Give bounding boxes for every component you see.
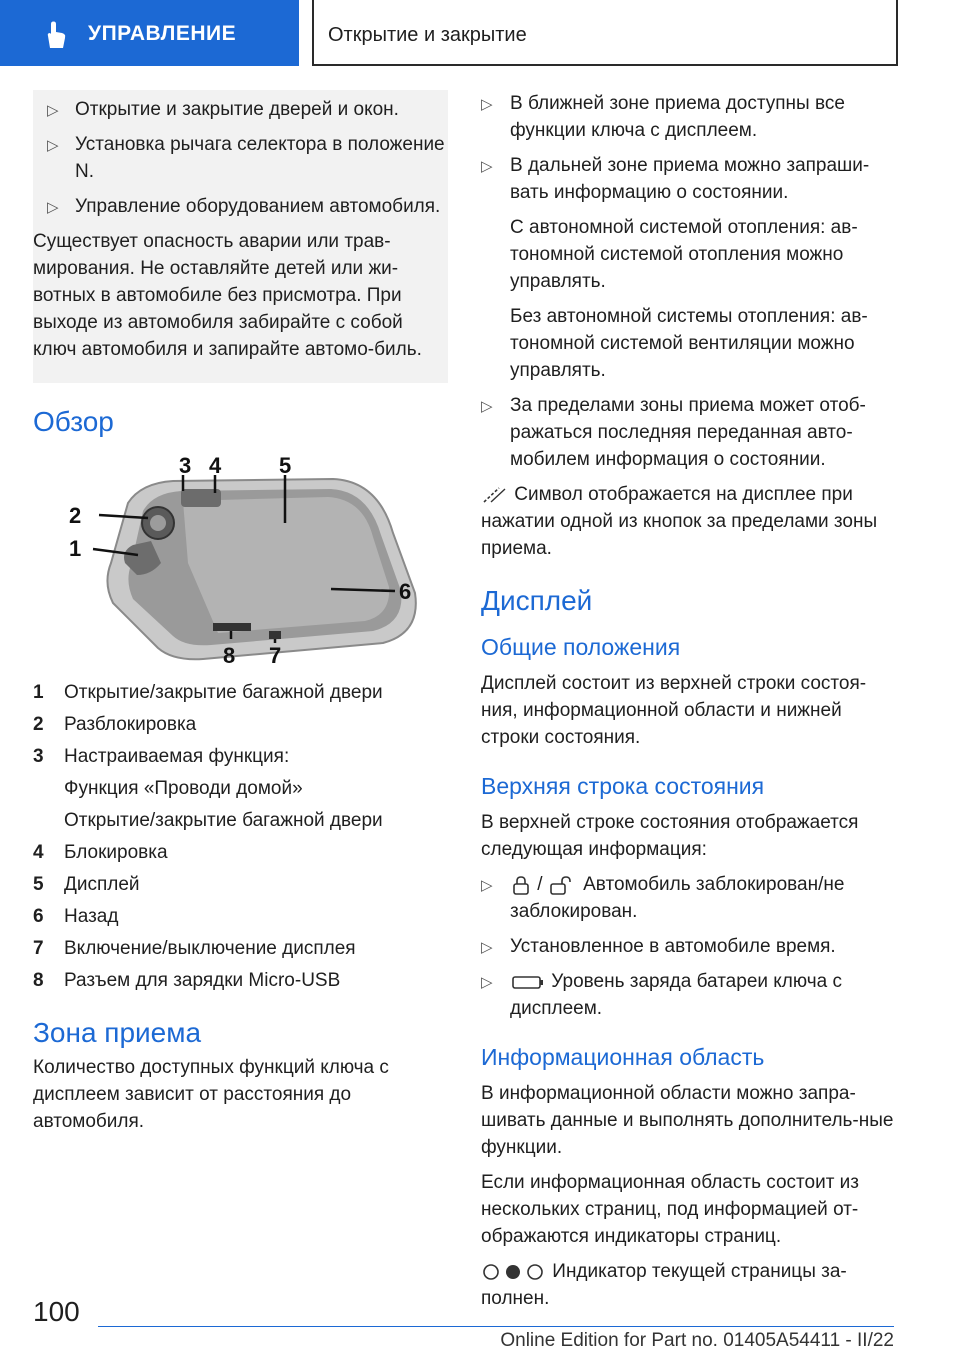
info-area-text: Если информационная область состоит из нескольких страниц, под информацией от-ображаются индикаторы страниц. xyxy=(481,1172,860,1247)
lock-closed-icon xyxy=(510,874,532,896)
key-figure xyxy=(33,453,443,671)
out-of-range-icon xyxy=(481,485,509,505)
page-number: 100 xyxy=(33,1296,80,1327)
legend-item: 2 Разблокировка xyxy=(33,714,197,735)
callout-8: 8 xyxy=(223,643,236,668)
hand-touch-icon xyxy=(38,18,72,52)
callout-2: 2 xyxy=(69,503,82,528)
bullet-triangle-icon: ▷ xyxy=(47,199,59,216)
legend-item: 7 Включение/выключение дисплея xyxy=(33,938,356,959)
bullet-triangle-icon: ▷ xyxy=(47,137,59,154)
bullet-triangle-icon: ▷ xyxy=(481,974,493,991)
chapter-header xyxy=(312,0,898,66)
info-area-heading: Информационная область xyxy=(481,1044,765,1070)
legend-item: 8 Разъем для зарядки Micro-USB xyxy=(33,970,341,991)
chapter-title: Открытие и закрытие xyxy=(328,24,527,46)
reception-zone-heading: Зона приема xyxy=(33,1017,202,1048)
callout-7: 7 xyxy=(269,643,282,668)
legend-item: 6 Назад xyxy=(33,906,119,927)
bullet-triangle-icon: ▷ xyxy=(47,102,59,119)
legend-item: 5 Дисплей xyxy=(33,874,140,895)
legend-item: 3 Настраиваемая функция: xyxy=(33,746,290,767)
status-bar-text: В верхней строке состояния отображается следующая информация: xyxy=(481,812,859,860)
section-tab[interactable] xyxy=(0,0,299,66)
warning-text: Существует опасность аварии или трав-мирования. Не оставляйте детей или жи-вотных в автомобиле без присмотра. При выходе из автомобиля забирайте с собой ключ автомобиля и запирайте автомо-биль. xyxy=(33,231,422,360)
status-bullet: ▷ / Автомобиль заблокирован/не заблокирован. xyxy=(481,874,845,922)
warning-bullet: ▷ Открытие и закрытие дверей и окон. xyxy=(33,96,448,123)
general-text: Дисплей состоит из верхней строки состоя-ния, информационной области и нижней строки состояния. xyxy=(481,673,867,748)
callout-4: 4 xyxy=(209,453,222,478)
bullet-triangle-icon: ▷ xyxy=(481,96,493,113)
general-heading: Общие положения xyxy=(481,634,681,660)
legend-item: 1 Открытие/закрытие багажной двери xyxy=(33,682,383,703)
page-indicator-note: Индикатор текущей страницы за-полнен. xyxy=(481,1261,847,1309)
legend-subitem: Функция «Проводи домой» xyxy=(64,778,303,799)
legend-subitem: Открытие/закрытие багажной двери xyxy=(64,810,383,831)
warning-bullet: ▷ Управление оборудованием автомобиля. xyxy=(33,193,448,220)
bullet-triangle-icon: ▷ xyxy=(481,158,493,175)
display-heading: Дисплей xyxy=(481,585,593,616)
bullet-triangle-icon: ▷ xyxy=(481,877,493,894)
callout-1: 1 xyxy=(69,536,82,561)
zone-subtext: Без автономной системы отопления: ав-тономной системой вентиляции можно управлять. xyxy=(510,306,868,381)
warning-box xyxy=(33,90,448,383)
footer-rule xyxy=(98,1326,894,1327)
figure-legend xyxy=(33,679,448,994)
reception-zone-text: Количество доступных функций ключа с дисплеем зависит от расстояния до автомобиля. xyxy=(33,1057,389,1132)
zone-subtext: С автономной системой отопления: ав-тономной системой отопления можно управлять. xyxy=(510,217,858,292)
left-column xyxy=(33,90,448,1143)
battery-icon xyxy=(510,973,546,991)
callout-6: 6 xyxy=(399,579,412,604)
callout-5: 5 xyxy=(279,453,292,478)
symbol-note: Символ отображается на дисплее при нажатии одной из кнопок за пределами зоны приема. xyxy=(481,484,878,559)
status-bullet: ▷ Установленное в автомобиле время. xyxy=(481,933,901,960)
info-area-text: В информационной области можно запра-шивать данные и выполнять дополнитель-ные функции. xyxy=(481,1083,894,1158)
zone-bullet: ▷ В ближней зоне приема доступны все функции ключа с дисплеем. xyxy=(481,93,845,141)
status-bar-heading: Верхняя строка состояния xyxy=(481,773,765,799)
lock-open-icon xyxy=(548,874,578,896)
display-key-illustration xyxy=(33,453,443,671)
callout-3: 3 xyxy=(179,453,192,478)
section-tab-label: УПРАВЛЕНИЕ xyxy=(88,22,237,45)
page-indicator-icon xyxy=(481,1262,547,1282)
right-column xyxy=(481,90,901,1320)
zone-bullet: ▷ В дальней зоне приема можно запраши-вать информацию о состоянии. xyxy=(481,155,870,203)
overview-heading: Обзор xyxy=(33,406,114,437)
bullet-triangle-icon: ▷ xyxy=(481,939,493,956)
legend-item: 4 Блокировка xyxy=(33,842,168,863)
bullet-triangle-icon: ▷ xyxy=(481,398,493,415)
zone-bullet: ▷ За пределами зоны приема может отоб-ражаться последняя переданная авто-мобилем информация о состоянии. xyxy=(481,395,866,470)
status-bullet: ▷ Уровень заряда батареи ключа с дисплеем. xyxy=(481,971,842,1019)
warning-bullet: ▷ Установка рычага селектора в положение N. xyxy=(47,134,445,182)
edition-text: Online Edition for Part no. 01405A54411 - II/22 xyxy=(500,1330,894,1351)
